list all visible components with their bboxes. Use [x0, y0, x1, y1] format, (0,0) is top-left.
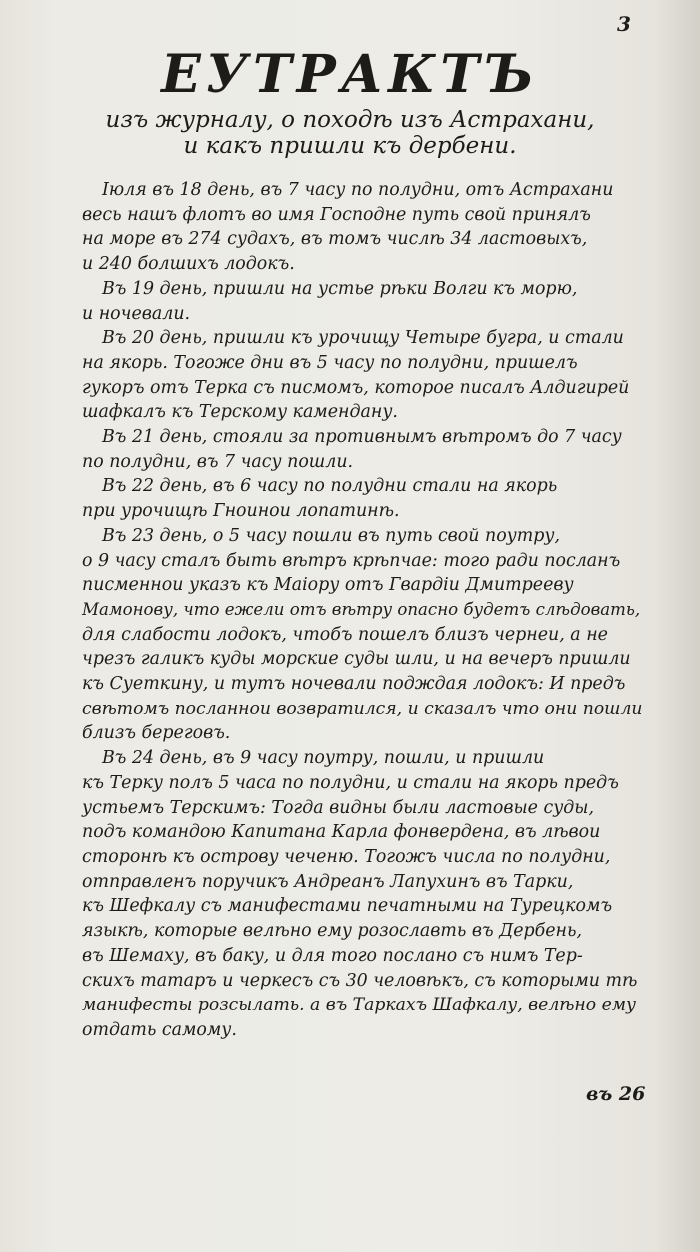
- text-line: чрезъ галикъ куды морские суды шли, и на вечеръ пришли: [82, 649, 631, 670]
- text-line: манифесты розсылать. а въ Таркахъ Шафкалу, велѣно ему: [82, 995, 636, 1016]
- text-line: къ Шефкалу съ манифестами печатными на Турецкомъ: [82, 896, 613, 917]
- text-line: о 9 часу сталъ быть вѣтръ крѣпчае: того ради посланъ: [82, 550, 621, 571]
- text-line: для слабости лодокъ, чтобъ пошелъ близъ чернеи, а не: [82, 624, 608, 645]
- text-line: на море въ 274 судахъ, въ томъ числѣ 34 ластовыхъ,: [82, 229, 588, 250]
- text-line: на якорь. Тогоже дни въ 5 часу по полудни, пришелъ: [82, 352, 578, 373]
- text-line: шафкалъ къ Терскому камендану.: [82, 402, 398, 423]
- text-line: при урочищѣ Гноинои лопатинѣ.: [82, 501, 400, 522]
- journal-text: [82, 178, 642, 1043]
- text-line: Въ 24 день, въ 9 часу поутру, пошли, и пришли: [102, 748, 545, 769]
- text-line: весь нашъ флотъ во имя Господне путь свой принялъ: [82, 204, 591, 225]
- page-spine-shadow: [656, 0, 700, 1252]
- text-line: Въ 20 день, пришли къ урочищу Четыре бугра, и стали: [102, 328, 624, 349]
- journal-paragraph: [82, 425, 642, 474]
- text-line: и ночевали.: [82, 303, 191, 324]
- journal-paragraph: [82, 277, 642, 326]
- text-line: и 240 болшихъ лодокъ.: [82, 254, 295, 275]
- text-line: Въ 19 день, пришли на устье рѣки Волги къ морю,: [102, 278, 578, 299]
- subtitle-line: изъ журналу, о походѣ изъ Астрахани,: [105, 107, 595, 133]
- text-line: свѣтомъ посланнои возвратился, и сказалъ что они пошли: [82, 698, 643, 719]
- document-title: ЕУТРАКТЪ: [161, 44, 539, 105]
- text-line: писменнои указъ къ Маіору отъ Гвардіи Дмитрееву: [82, 575, 574, 596]
- text-line: въ Шемаху, въ баку, и для того послано съ нимъ Тер-: [82, 945, 583, 966]
- page-number: 3: [617, 12, 631, 36]
- text-line: языкѣ, которые велѣно ему розославть въ Дербень,: [82, 921, 582, 942]
- text-line: отправленъ поручикъ Андреанъ Лапухинъ въ Тарки,: [82, 871, 574, 892]
- catchword: въ 26: [586, 1083, 646, 1105]
- text-line: Въ 22 день, въ 6 часу по полудни стали на якорь: [102, 476, 558, 497]
- journal-paragraph: [82, 474, 642, 523]
- text-line: скихъ татаръ и черкесъ съ 30 человѣкъ, съ которыми тѣ: [82, 970, 638, 991]
- text-line: подъ командою Капитана Карла фонвердена, въ лѣвои: [82, 822, 601, 843]
- text-line: Іюля въ 18 день, въ 7 часу по полудни, отъ Астрахани: [102, 180, 614, 200]
- text-line: отдать самому.: [82, 1019, 237, 1040]
- text-line: по полудни, въ 7 часу пошли.: [82, 451, 354, 472]
- text-line: Въ 23 день, о 5 часу пошли въ путь свой поутру,: [102, 525, 560, 546]
- text-line: устьемъ Терскимъ: Тогда видны были ластовые суды,: [82, 797, 594, 818]
- text-line: близъ береговъ.: [82, 723, 231, 744]
- journal-paragraph: [82, 178, 642, 277]
- text-line: гукоръ отъ Терка съ писмомъ, которое писалъ Алдигирей: [82, 377, 630, 398]
- text-line: сторонѣ къ острову чеченю. Тогожъ числа по полудни,: [82, 846, 611, 867]
- subtitle-line: и какъ пришли къ дербени.: [183, 133, 517, 159]
- text-line: Въ 21 день, стояли за противнымъ вѣтромъ до 7 часу: [102, 427, 622, 448]
- journal-paragraph: [82, 326, 642, 425]
- journal-paragraph: [82, 524, 642, 746]
- text-line: къ Терку полъ 5 часа по полудни, и стали на якорь предъ: [82, 772, 619, 793]
- text-line: Мамонову, что ежели отъ вѣтру опасно будетъ слѣдовать,: [82, 599, 641, 619]
- journal-paragraph: [82, 746, 642, 1042]
- text-line: къ Суеткину, и тутъ ночевали подждая лодокъ: И предъ: [82, 674, 626, 695]
